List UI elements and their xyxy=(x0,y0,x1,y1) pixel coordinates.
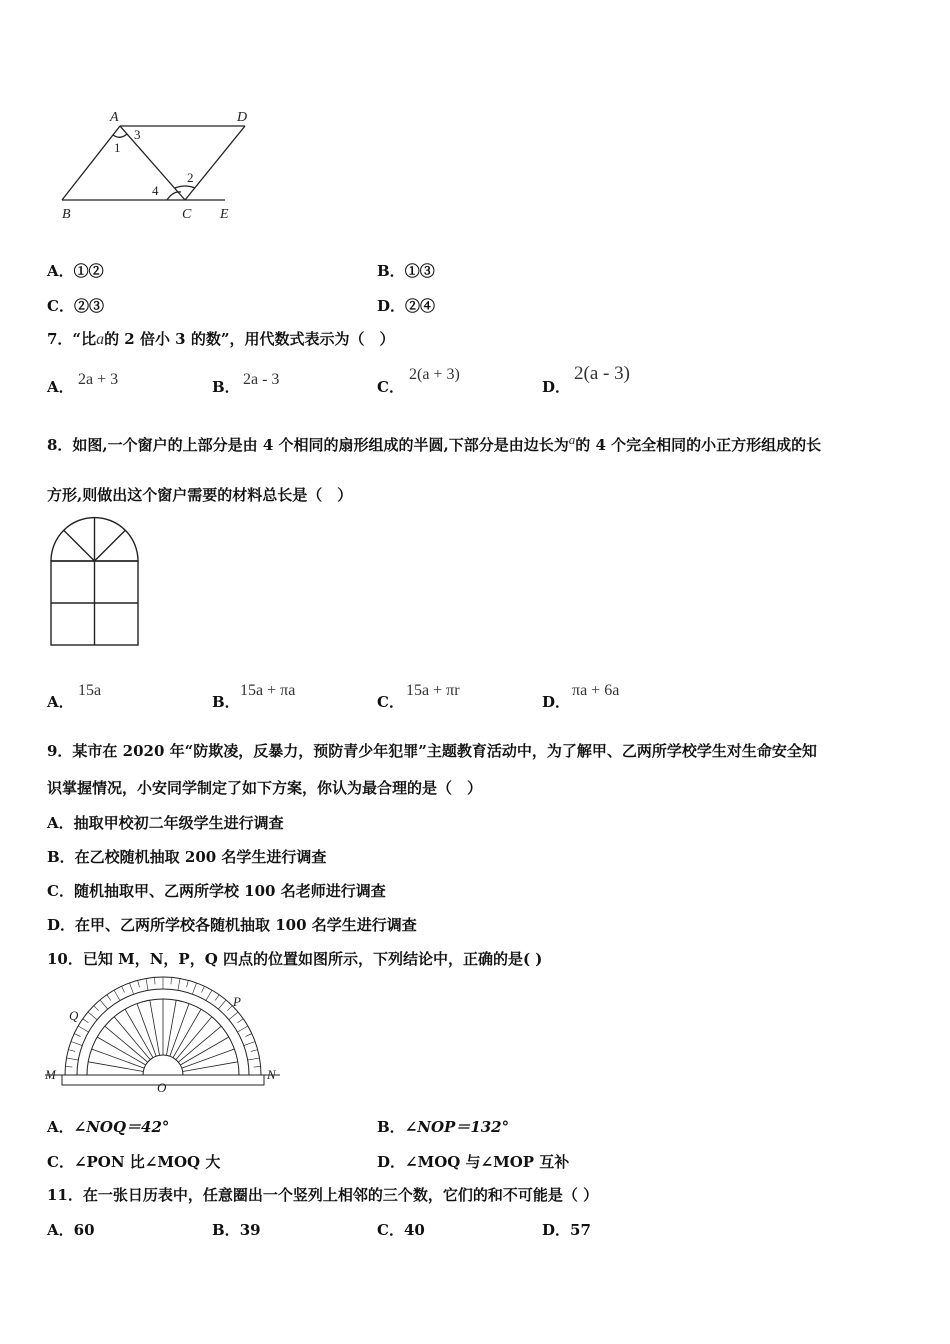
q11-option-a[interactable]: A．60 xyxy=(47,1221,95,1239)
point-O: O xyxy=(157,1080,167,1095)
protractor-tick xyxy=(66,1058,78,1060)
protractor-tick xyxy=(74,1034,80,1037)
protractor-ray xyxy=(137,1004,156,1057)
angle-4: 4 xyxy=(152,183,159,198)
q6-option-c[interactable]: C．②③ xyxy=(47,297,104,315)
q9-option-d[interactable]: D．在甲、乙两所学校各随机抽取 100 名学生进行调查 xyxy=(47,916,417,934)
protractor-tick xyxy=(248,1058,260,1060)
protractor-ray xyxy=(92,1049,145,1068)
protractor-ray xyxy=(180,1037,228,1065)
protractor-tick xyxy=(229,1012,238,1020)
q6-option-a[interactable]: A．①② xyxy=(47,262,104,280)
protractor-tick xyxy=(68,1050,75,1052)
protractor-tick xyxy=(192,983,196,994)
protractor-tick xyxy=(237,1026,247,1032)
q9-stem-line1: 9．某市在 2020 年“防欺凌，反暴力，预防青少年犯罪”主题教育活动中，为了解甲、乙两所学校学生对生命安全知 xyxy=(47,742,817,760)
q7-option-b-expr: 2a - 3 xyxy=(243,371,280,388)
angle-2: 2 xyxy=(187,170,194,185)
protractor-tick xyxy=(138,980,140,987)
q9-option-a[interactable]: A．抽取甲校初二年级学生进行调查 xyxy=(47,814,284,832)
protractor-tick xyxy=(83,1019,89,1023)
protractor-tick xyxy=(187,980,189,987)
q8-option-d[interactable]: D． xyxy=(542,693,571,711)
q8-option-c[interactable]: C． xyxy=(377,693,404,711)
point-M: M xyxy=(45,1067,56,1082)
point-A: A xyxy=(110,110,119,125)
protractor-tick xyxy=(154,977,155,984)
protractor-ray xyxy=(150,1000,160,1055)
q10-option-a[interactable]: A．∠NOQ＝42° xyxy=(47,1118,170,1136)
q7-option-b[interactable]: B． xyxy=(212,378,240,396)
point-Q: Q xyxy=(69,1008,79,1023)
protractor-ray xyxy=(166,1000,176,1055)
protractor-tick xyxy=(244,1041,255,1045)
point-D: D xyxy=(237,110,248,125)
protractor-tick xyxy=(122,986,125,992)
protractor-tick xyxy=(245,1034,251,1037)
angle-3: 3 xyxy=(134,127,141,142)
protractor-ray xyxy=(88,1062,143,1072)
parallelogram-figure xyxy=(55,108,255,223)
q10-option-c[interactable]: C．∠PON 比∠MOQ 大 xyxy=(47,1153,221,1171)
q8-option-b[interactable]: B． xyxy=(212,693,240,711)
q10-stem: 10．已知 M，N，P，Q 四点的位置如图所示，下列结论中，正确的是( ) xyxy=(47,950,543,968)
protractor-tick xyxy=(107,995,111,1001)
point-E: E xyxy=(220,207,229,222)
q9-option-c[interactable]: C．随机抽取甲、乙两所学校 100 名老师进行调查 xyxy=(47,882,386,900)
protractor-tick xyxy=(178,978,180,990)
q8-option-a[interactable]: A． xyxy=(47,693,74,711)
protractor-tick xyxy=(78,1026,88,1032)
q10-option-d[interactable]: D．∠MOQ 与∠MOP 互补 xyxy=(377,1153,570,1171)
q6-option-b[interactable]: B．①③ xyxy=(377,262,435,280)
q7-option-a-expr: 2a + 3 xyxy=(78,371,119,388)
q8-option-d-expr: πa + 6a xyxy=(572,682,620,699)
q9-option-b[interactable]: B．在乙校随机抽取 200 名学生进行调查 xyxy=(47,848,327,866)
q7-option-d[interactable]: D． xyxy=(542,378,571,396)
q8-stem-line1: 8．如图,一个窗户的上部分是由 4 个相同的扇形组成的半圆,下部分是由边长为a的 4 个完全相同的小正方形组成的长 xyxy=(47,432,822,454)
protractor-tick xyxy=(146,978,148,990)
protractor-ray xyxy=(125,1009,153,1057)
protractor-tick xyxy=(71,1041,82,1045)
protractor-tick xyxy=(88,1012,97,1020)
q7-option-c-expr: 2(a + 3) xyxy=(409,366,460,383)
protractor-tick xyxy=(238,1019,244,1023)
protractor-tick xyxy=(65,1066,72,1067)
protractor-tick xyxy=(215,995,219,1001)
protractor-tick xyxy=(171,977,172,984)
protractor-ray xyxy=(170,1004,189,1057)
q7-option-d-expr: 2(a - 3) xyxy=(574,363,630,384)
q7-stem: 7．“比a的 2 倍小 3 的数”，用代数式表示为（ ） xyxy=(47,330,395,348)
protractor-ray xyxy=(97,1037,145,1065)
protractor-tick xyxy=(94,1006,99,1011)
protractor-figure xyxy=(45,982,285,1094)
point-C: C xyxy=(182,207,192,222)
q8-stem-line2: 方形,则做出这个窗户需要的材料总长是（ ） xyxy=(47,486,353,504)
q8-option-a-expr: 15a xyxy=(78,682,102,699)
protractor-tick xyxy=(206,990,212,1000)
q8-option-c-expr: 15a + πr xyxy=(406,682,460,699)
protractor-tick xyxy=(201,986,204,992)
q8-option-b-expr: 15a + πa xyxy=(240,682,296,699)
protractor-ray xyxy=(173,1009,201,1057)
protractor-tick xyxy=(218,1000,226,1009)
protractor-tick xyxy=(251,1050,258,1052)
q11-option-c[interactable]: C．40 xyxy=(377,1221,425,1239)
protractor-tick xyxy=(114,990,120,1000)
q7-option-a[interactable]: A． xyxy=(47,378,74,396)
q9-stem-line2: 识掌握情况，小安同学制定了如下方案，你认为最合理的是（ ） xyxy=(47,779,483,797)
angle-1: 1 xyxy=(114,140,121,155)
protractor-tick xyxy=(100,1000,108,1009)
q11-option-d[interactable]: D．57 xyxy=(542,1221,591,1239)
q11-stem: 11．在一张日历表中，任意圈出一个竖列上相邻的三个数，它们的和不可能是（ ） xyxy=(47,1186,599,1204)
q10-option-b[interactable]: B．∠NOP＝132° xyxy=(377,1118,510,1136)
point-P: P xyxy=(233,994,241,1009)
q11-option-b[interactable]: B．39 xyxy=(212,1221,261,1239)
protractor-ray xyxy=(182,1049,235,1068)
point-B: B xyxy=(62,207,71,222)
protractor-tick xyxy=(254,1066,261,1067)
protractor-ray xyxy=(183,1062,238,1072)
window-figure xyxy=(48,518,148,648)
protractor-tick xyxy=(129,983,133,994)
point-N: N xyxy=(267,1067,276,1082)
q7-option-c[interactable]: C． xyxy=(377,378,404,396)
q6-option-d[interactable]: D．②④ xyxy=(377,297,436,315)
protractor-tick xyxy=(227,1006,232,1011)
